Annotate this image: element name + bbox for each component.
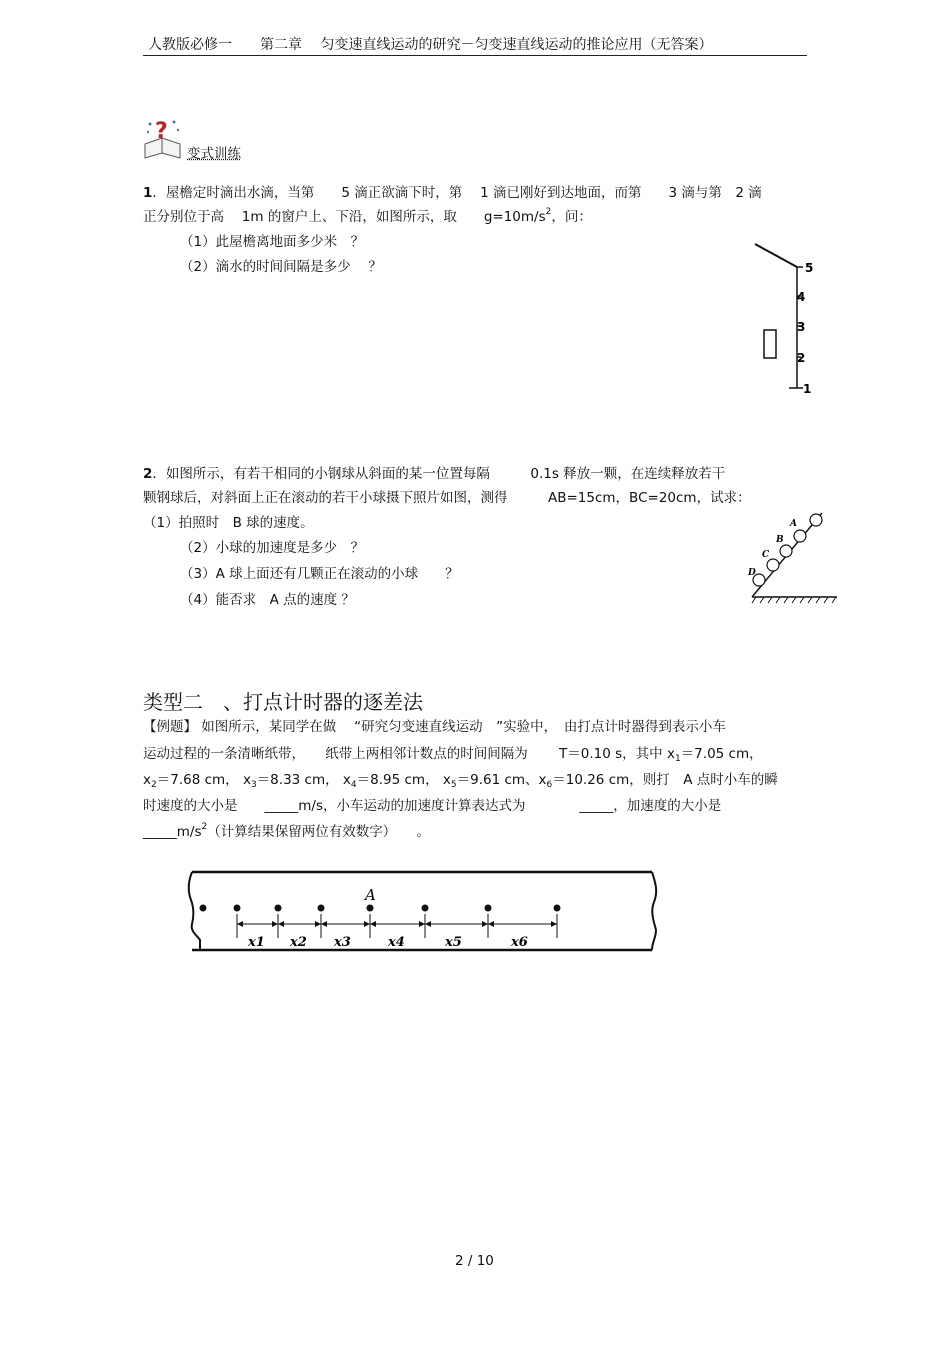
ball-label-a: A <box>790 519 797 529</box>
section-title: 类型二 、打点计时器的逐差法 <box>143 690 423 714</box>
tape-label-x1: x1 <box>248 935 265 950</box>
ball-label-d: D <box>748 568 756 578</box>
example-line5: $\_\_\_\_\_m/s^2$（计算结果保留两位有效数字） 。 <box>143 822 430 840</box>
drop-label-2: 2 <box>797 351 806 365</box>
book-question-icon <box>142 114 184 162</box>
tape-point-a: A <box>365 886 376 904</box>
q1-line1: 1．屋檐定时滴出水滴，当第 5 滴正欲滴下时，第 1 滴已刚好到达地面，而第 3 滴与第 2 滴 <box>143 185 762 201</box>
drop-label-5: 5 <box>805 261 814 275</box>
header-rule <box>143 55 807 56</box>
q1-sub1: （1）此屋檐离地面多少米 ？ <box>180 234 365 250</box>
q2-sub4: （4）能否求 A 点的速度 ？ <box>180 592 355 608</box>
q2-sub1: （1）拍照时 B 球的速度。 <box>143 515 314 531</box>
eaves-drop-figure <box>745 238 820 400</box>
ball-label-c: C <box>762 550 770 560</box>
example-line1: 【例题】 如图所示，某同学在做 “研究匀变速直线运动 ”实验中， 由打点计时器得到表示小车 <box>143 719 726 735</box>
ticker-tape-figure <box>186 866 658 956</box>
drop-label-1: 1 <box>803 382 812 396</box>
example-line3: $x_2=7.68$ cm， $x_3=8.33$ cm， $x_4=8.95$ cm， $x_5=9.61$ cm、$x_6=10.26$ cm，则打 A 点时小车的瞬 <box>143 772 778 790</box>
drop-label-4: 4 <box>797 290 806 304</box>
q2-sub2: （2）小球的加速度是多少 ？ <box>180 540 365 556</box>
q1-sub2: （2）滴水的时间间隔是多少 ？ <box>180 259 382 275</box>
tape-label-x4: x4 <box>388 935 405 950</box>
incline-balls-figure <box>740 505 840 605</box>
example-line4: 时速度的大小是 _____m/s，小车运动的加速度计算表达式为 _____，加速度的大小是 <box>143 798 722 814</box>
q2-line2: 颗钢球后，对斜面上正在滚动的若干小球摄下照片如图，测得 AB=15cm，BC=20cm，试求： <box>143 490 751 506</box>
ball-label-b: B <box>776 535 784 545</box>
tape-label-x2: x2 <box>290 935 307 950</box>
page-header: 人教版必修一 第二章 匀变速直线运动的研究－匀变速直线运动的推论应用（无答案） <box>148 37 713 53</box>
q1-line2: 正分别位于高 1m 的窗户上、下沿，如图所示，取 $g=10m/s^2$，问： <box>143 207 592 225</box>
example-line2: 运动过程的一条清晰纸带， 纸带上两相邻计数点的时间间隔为 T＝0.10 s，其中 $x_1=7.05$ cm， <box>143 746 763 764</box>
drop-label-3: 3 <box>797 320 806 334</box>
tape-label-x6: x6 <box>511 935 528 950</box>
practice-title: 变式训练 <box>187 146 241 162</box>
svg-text:?: ? <box>155 119 168 144</box>
tape-label-x5: x5 <box>445 935 462 950</box>
q2-line1: 2．如图所示，有若干相同的小钢球从斜面的某一位置每隔 0.1s 释放一颗，在连续释放若干 <box>143 466 726 482</box>
q2-sub3: （3）A 球上面还有几颗正在滚动的小球 ？ <box>180 566 459 582</box>
tape-label-x3: x3 <box>334 935 351 950</box>
page-number: 2 / 10 <box>455 1253 494 1269</box>
